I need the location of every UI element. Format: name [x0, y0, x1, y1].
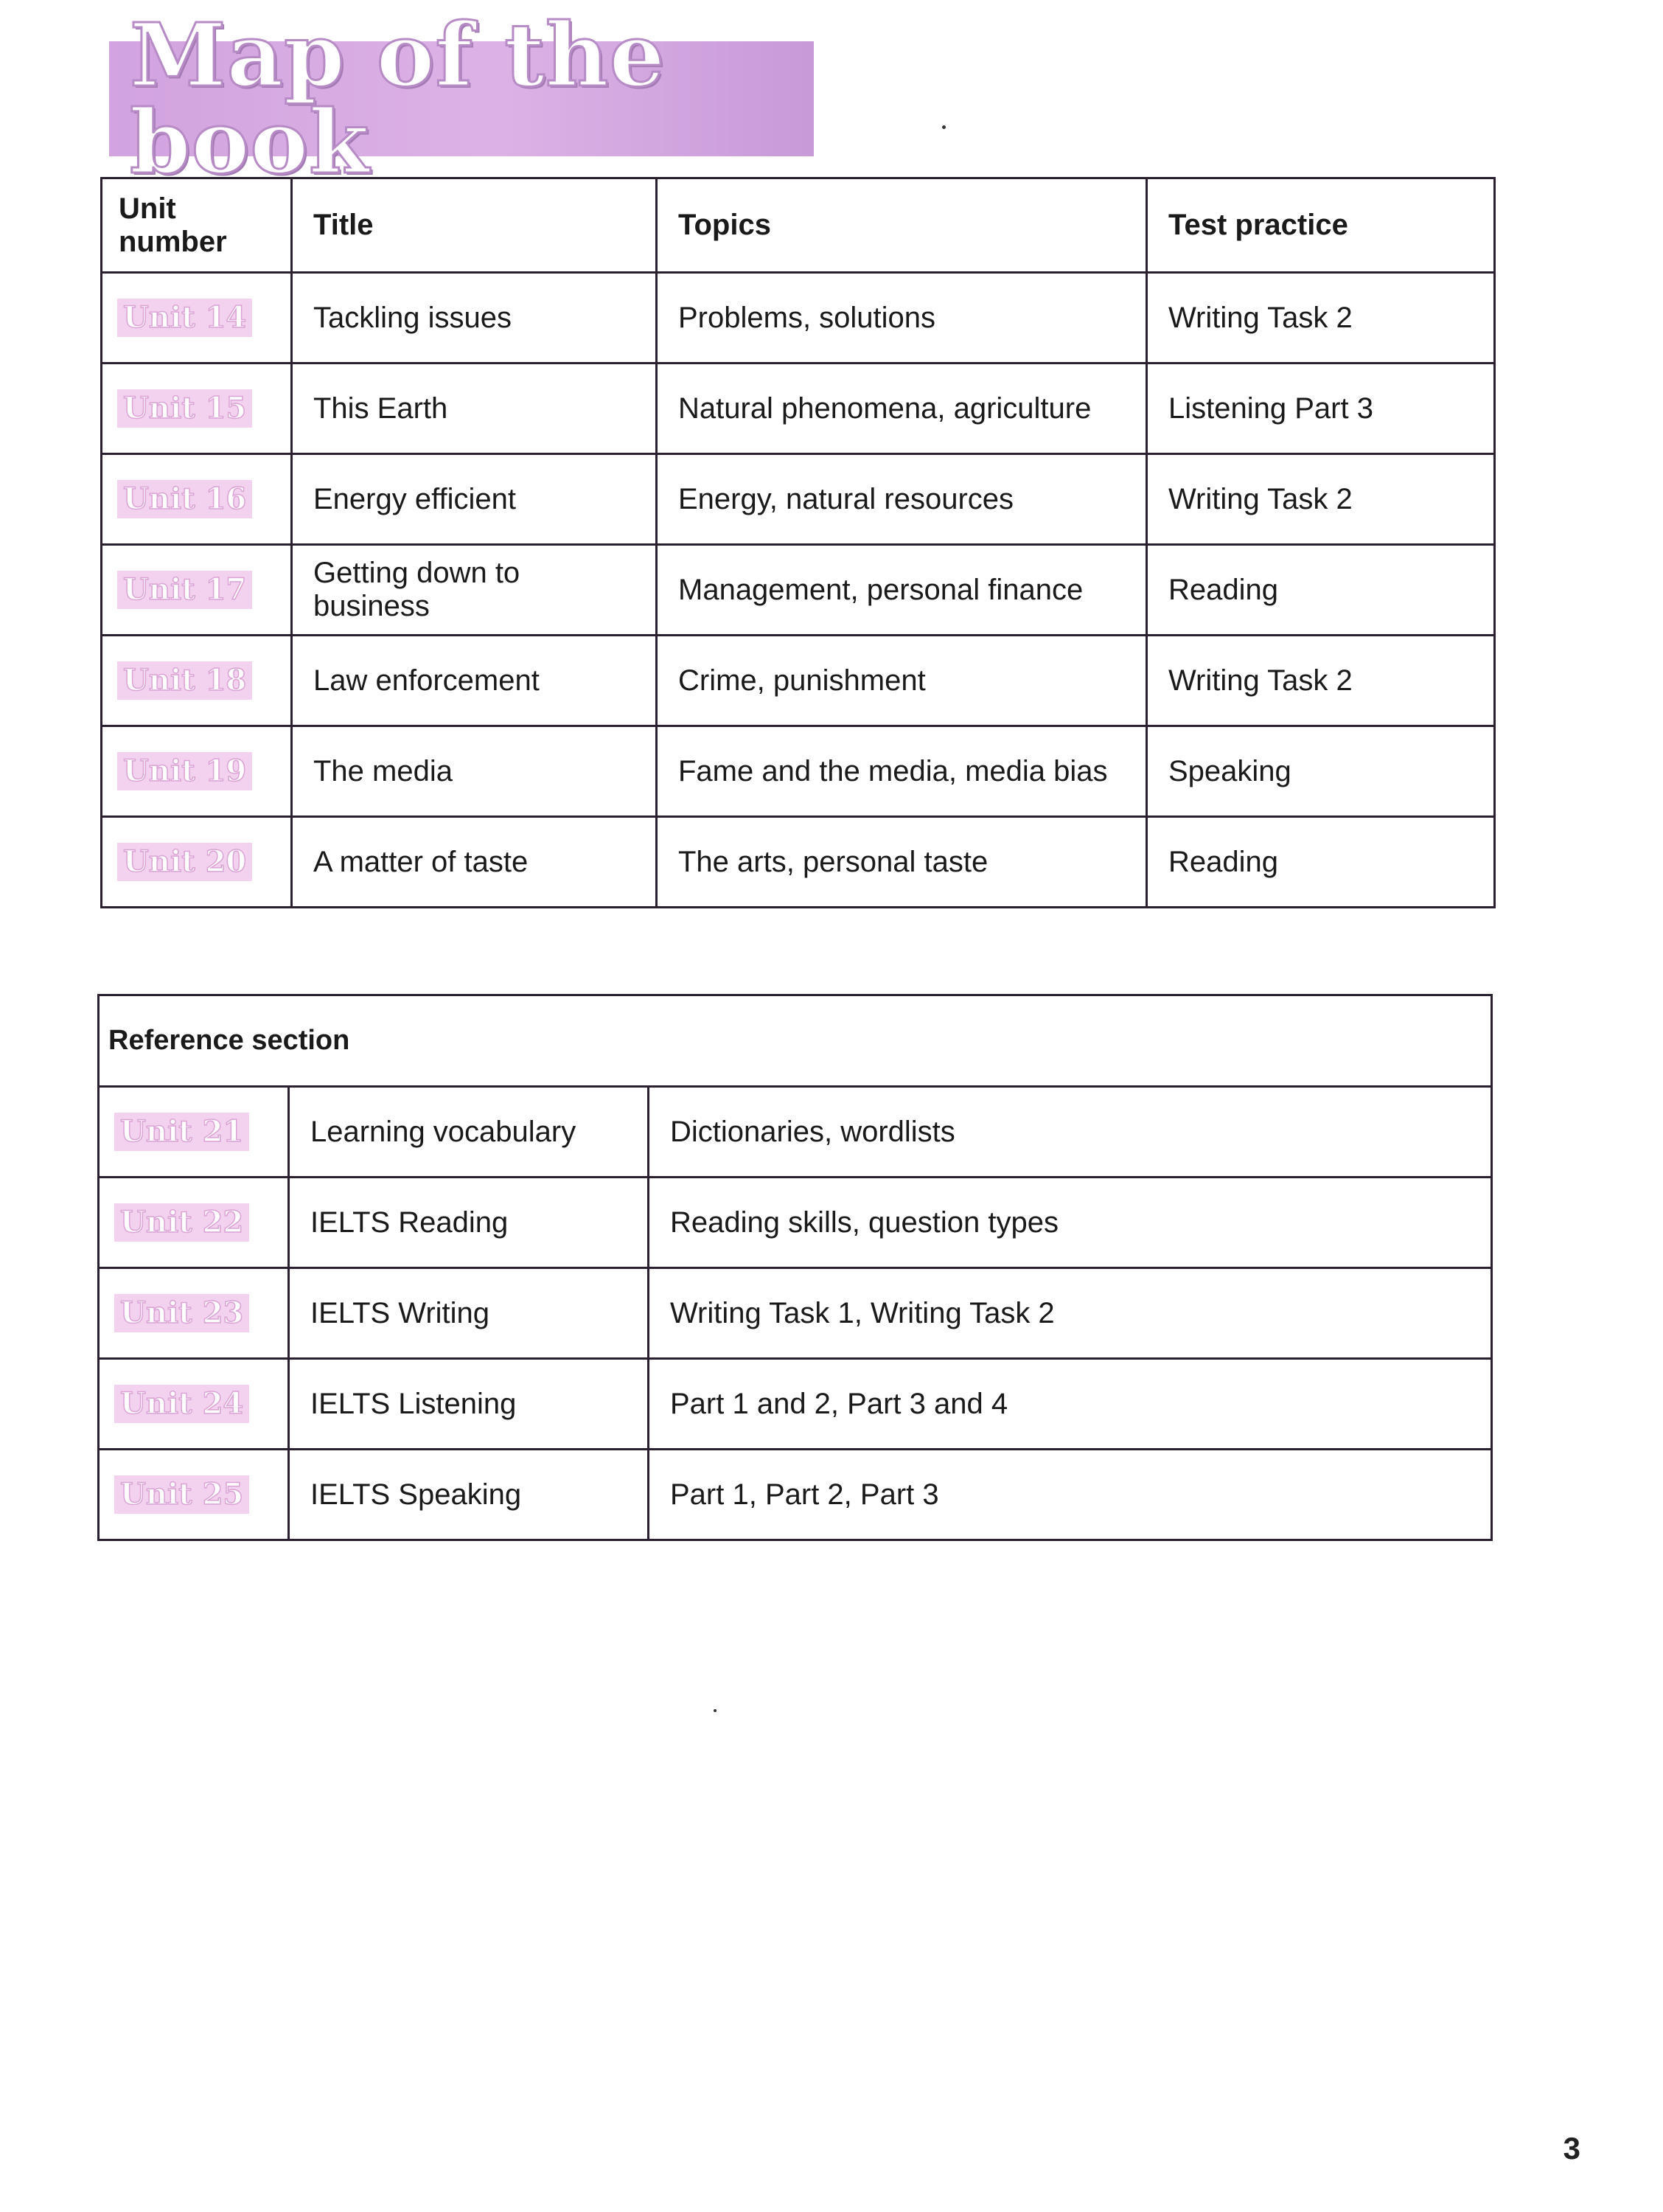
table-row — [102, 817, 1495, 908]
unit-title: This Earth — [292, 364, 657, 454]
unit-test-practice: Writing Task 2 — [1147, 454, 1495, 545]
unit-badge: Unit 23 — [114, 1294, 249, 1332]
header-topics: Topics — [657, 178, 1147, 273]
unit-title: IELTS Listening — [289, 1359, 649, 1450]
table-row — [102, 364, 1495, 454]
unit-badge: Unit 18 — [117, 661, 252, 700]
table-row — [99, 1087, 1492, 1178]
table-row — [102, 636, 1495, 726]
unit-badge: Unit 25 — [114, 1475, 249, 1514]
unit-badge: Unit 15 — [117, 389, 252, 428]
speck-mark — [714, 1709, 717, 1712]
table-row — [102, 726, 1495, 817]
reference-header-row — [99, 995, 1492, 1087]
unit-test-practice: Writing Task 2 — [1147, 273, 1495, 364]
unit-test-practice: Listening Part 3 — [1147, 364, 1495, 454]
unit-badge: Unit 22 — [114, 1203, 249, 1242]
unit-test-practice: Writing Task 2 — [1147, 636, 1495, 726]
unit-badge: Unit 19 — [117, 752, 252, 790]
table-row — [99, 1450, 1492, 1540]
unit-title: A matter of taste — [292, 817, 657, 908]
unit-title: IELTS Reading — [289, 1178, 649, 1268]
unit-topics: Part 1 and 2, Part 3 and 4 — [649, 1359, 1492, 1450]
table-row — [102, 454, 1495, 545]
unit-topics: Management, personal finance — [657, 545, 1147, 636]
unit-title: The media — [292, 726, 657, 817]
unit-badge: Unit 14 — [117, 299, 252, 337]
unit-topics: Energy, natural resources — [657, 454, 1147, 545]
unit-title: Energy efficient — [292, 454, 657, 545]
unit-badge: Unit 17 — [117, 571, 252, 609]
unit-test-practice: Speaking — [1147, 726, 1495, 817]
page-title: Map of the book — [130, 4, 666, 193]
unit-badge: Unit 20 — [117, 843, 252, 881]
unit-title: Getting down to business — [292, 545, 657, 636]
unit-topics: Fame and the media, media bias — [657, 726, 1147, 817]
units-table — [100, 177, 1496, 908]
unit-title: IELTS Speaking — [289, 1450, 649, 1540]
header-title: Title — [292, 178, 657, 273]
table-row — [102, 273, 1495, 364]
unit-title: Tackling issues — [292, 273, 657, 364]
table-header-row — [102, 178, 1495, 273]
header-unit-number: Unit number — [102, 178, 292, 273]
unit-title: Learning vocabulary — [289, 1087, 649, 1178]
table-row — [99, 1268, 1492, 1359]
unit-test-practice: Reading — [1147, 545, 1495, 636]
unit-topics: The arts, personal taste — [657, 817, 1147, 908]
unit-topics: Reading skills, question types — [649, 1178, 1492, 1268]
unit-title: IELTS Writing — [289, 1268, 649, 1359]
unit-test-practice: Reading — [1147, 817, 1495, 908]
unit-topics: Problems, solutions — [657, 273, 1147, 364]
unit-topics: Dictionaries, wordlists — [649, 1087, 1492, 1178]
page-number: 3 — [1563, 2131, 1580, 2166]
table-row — [99, 1359, 1492, 1450]
unit-topics: Part 1, Part 2, Part 3 — [649, 1450, 1492, 1540]
table-row — [102, 545, 1495, 636]
reference-section-heading: Reference section — [99, 995, 1492, 1087]
unit-badge: Unit 21 — [114, 1113, 249, 1151]
unit-topics: Natural phenomena, agriculture — [657, 364, 1147, 454]
unit-badge: Unit 16 — [117, 480, 252, 518]
table-row — [99, 1178, 1492, 1268]
unit-topics: Writing Task 1, Writing Task 2 — [649, 1268, 1492, 1359]
unit-topics: Crime, punishment — [657, 636, 1147, 726]
reference-table — [97, 994, 1493, 1541]
speck-mark — [942, 125, 946, 129]
unit-title: Law enforcement — [292, 636, 657, 726]
header-test-practice: Test practice — [1147, 178, 1495, 273]
unit-badge: Unit 24 — [114, 1385, 249, 1423]
page-title-banner — [109, 4, 814, 193]
